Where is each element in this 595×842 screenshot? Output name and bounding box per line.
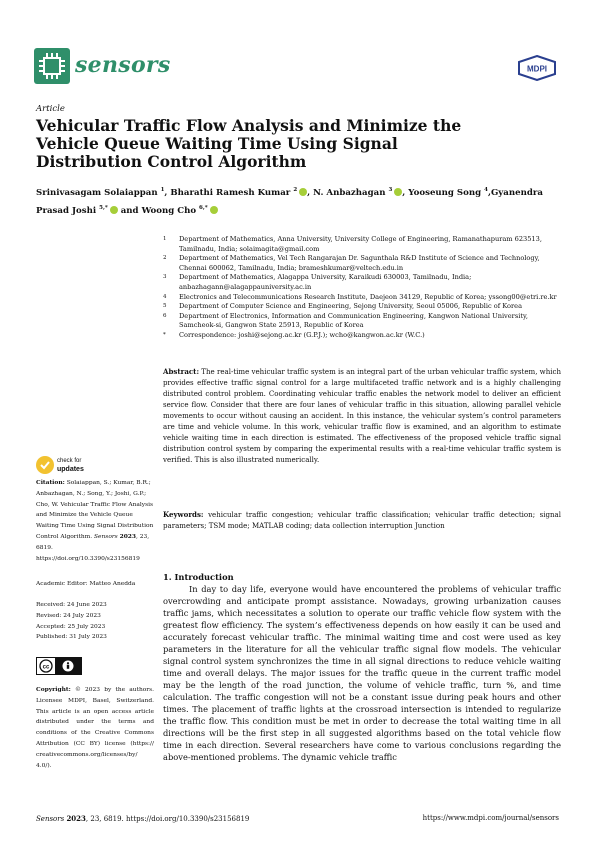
author-affiliation-mark: 3 — [388, 187, 393, 193]
mdpi-logo — [517, 55, 557, 81]
abstract — [163, 366, 561, 465]
footer-journal-url[interactable]: https://www.mdpi.com/journal/sensors — [422, 814, 559, 822]
check-updates-icon — [36, 456, 54, 474]
citation-text: Solaiappan, S.; Kumar, B.R.; Anbazhagan, N.; Song, Y.; Joshi, G.P.; Cho, W. Vehicular Traffic Flow Analysis and Minimize the Vehicle Queue Waiting Time Using Signal Distribution Control Algorithm. — [36, 480, 154, 540]
affiliation-item — [163, 273, 563, 292]
dates-block — [36, 600, 156, 643]
affiliation-text: Department of Computer Science and Engineering, Sejong University, Seoul 05006, Republic of Korea — [179, 302, 522, 311]
affiliation-mark: 1 — [163, 236, 167, 242]
footer-doi[interactable]: , 23, 6819. https://doi.org/10.3390/s23156819 — [85, 815, 250, 823]
author-name[interactable]: Bharathi Ramesh Kumar — [170, 187, 291, 198]
chip-icon — [43, 57, 61, 75]
abstract-label: Abstract: — [163, 367, 200, 376]
date-revised: Revised: 24 July 2023 — [36, 612, 101, 619]
author-affiliation-mark: 6,* — [199, 204, 208, 211]
footer-citation — [36, 814, 249, 823]
date-accepted: Accepted: 25 July 2023 — [36, 623, 106, 630]
keywords — [163, 509, 561, 531]
author-name[interactable]: N. Anbazhagan — [313, 187, 386, 198]
footer-year: 2023 — [66, 814, 86, 823]
citation-year: 2023 — [119, 532, 136, 540]
author-separator: and — [117, 205, 142, 216]
author-separator: , — [487, 187, 491, 198]
copyright-label: Copyright: — [36, 686, 71, 693]
affiliation-mark: 3 — [163, 274, 167, 281]
affiliation-text: Electronics and Telecommunications Research Institute, Daejeon 34129, Republic of Korea; yssong00@etri.re.kr — [179, 292, 557, 301]
cc-by-license-badge[interactable] — [36, 657, 82, 675]
affiliation-text: Correspondence: joshi@sejong.ac.kr (G.P.J.); wcho@kangwon.ac.kr (W.C.) — [179, 330, 425, 339]
affiliation-text: Department of Mathematics, Anna University, University College of Engineering, Ramanathapuram 623513, Tamilnadu, India; solaimagita@gmail.com — [179, 235, 542, 253]
orcid-icon[interactable] — [299, 188, 307, 196]
orcid-icon[interactable] — [110, 206, 118, 214]
mdpi-logo-text: MDPI — [527, 64, 547, 74]
author-affiliation-mark: 1 — [160, 187, 165, 193]
journal-logo — [34, 48, 70, 84]
citation-rest: , 23, 6819. https://doi.org/10.3390/s23156819 — [36, 533, 150, 562]
article-type: Article — [36, 104, 65, 114]
abstract-text: The real-time vehicular traffic system is an integral part of the urban vehicular traffic system, which provides effective traffic signal control for a large multifaceted traffic network and is a highly challenging distributed control problem. Coordinating vehicular traffic enables the network model to deliver an efficient service flow. Consider that there are four lanes of vehicular traffic in this situation, allowing parallel vehicle movements to occur without causing an accident. In this instance, the vehicular system’s control parameters are time and vehicle volume. In this work, vehicular traffic flow is examined, and an algorithm to estimate vehicle waiting time in each direction is estimated. The effectiveness of the proposed vehicle traffic signal distribution control system by comparing the experimental results with a real-time vehicular traffic system is verified. This is also illustrated numerically. — [163, 367, 561, 464]
author-separator: , — [402, 187, 409, 198]
author-name[interactable]: Woong Cho — [141, 205, 197, 216]
paper-title: Vehicular Traffic Flow Analysis and Minimize the Vehicle Queue Waiting Time Using Signal Distribution Control Algorithm — [36, 116, 462, 171]
check-for-updates-badge[interactable] — [36, 456, 136, 476]
author-list — [36, 183, 556, 219]
section-heading-introduction: 1. Introduction — [163, 572, 234, 582]
cc-icon — [37, 658, 81, 674]
keywords-text: vehicular traffic congestion; vehicular traffic classification; vehicular traffic detection; signal parameters; TSM mode; MATLAB coding; data collection interruption Junction — [163, 510, 561, 530]
affiliation-mark: 2 — [163, 255, 167, 262]
orcid-icon[interactable] — [210, 206, 218, 214]
author-affiliation-mark: 2 — [293, 187, 298, 193]
introduction-paragraph: In day to day life, everyone would have encountered the problems of vehicular traffic overcrowding and anticipate prompt assistance. Nowadays, growing urbanization causes traffic jams, which necessitates a solution to operate our traffic vehicle flow system with the greatest flow efficiency. The system’s effectiveness depends on how easily it can be used and accurately forecast vehicular traffic. The minimal waiting time and cost were used as key parameters in the literature for all the vehicular traffic signal flow models. The vehicular signal control system synchronizes the time in all signal directions to reduce vehicle waiting time and overall delays. The major issues for the traffic queue in the current traffic model may be the length of the road junction, the volume of vehicle traffic, turn %, and time calculation. The traffic congestion will not be a constant issue during peak hours and other times. The placement of traffic lights at the crossroad intersection is intended to regularize the traffic flow. This condition must be met in order to decrease the total waiting time in all directions will be the first step in all suggested algorithms based on the total vehicle flow time in each direction. Several researchers have come to various conclusions regarding the above-mentioned problems. The dynamic vehicle traffic — [163, 584, 561, 762]
affiliation-item — [163, 331, 563, 341]
footer-journal: Sensors — [36, 815, 65, 823]
affiliation-mark: 5 — [163, 303, 167, 310]
affiliation-text: Department of Mathematics, Vel Tech Rangarajan Dr. Sagunthala R&D Institute of Science and Technology, Chennai 600062, Tamilnadu, India; brameshkumar@veltech.edu.in — [179, 254, 540, 272]
citation-journal: Sensors — [93, 533, 118, 540]
citation-label: Citation: — [36, 479, 65, 486]
date-published: Published: 31 July 2023 — [36, 634, 107, 641]
affiliation-item — [163, 235, 563, 254]
affiliation-mark: 4 — [163, 293, 167, 300]
introduction-body — [163, 583, 561, 763]
journal-name: sensors — [75, 52, 171, 78]
author-affiliation-mark: 4 — [484, 187, 488, 193]
author-name[interactable]: Yooseung Song — [408, 187, 482, 198]
affiliation-item — [163, 293, 563, 303]
affiliation-text: Department of Electronics, Information and Communication Engineering, Kangwon National University, Samcheok-si, Gangwon State 25913, Republic of Korea — [179, 311, 528, 330]
affiliation-item — [163, 302, 563, 312]
affiliation-mark: * — [163, 331, 166, 338]
author-affiliation-mark: 5,* — [99, 204, 108, 211]
affiliation-item — [163, 312, 563, 331]
academic-editor: Academic Editor: Matteo Anedda — [36, 581, 136, 587]
keywords-label: Keywords: — [163, 510, 204, 519]
affiliation-text: Department of Mathematics, Alagappa University, Karaikudi 630003, Tamilnadu, India; anbazhagann@alagappauniversity.ac.in — [179, 273, 472, 291]
affiliation-list — [163, 235, 563, 341]
author-separator: , — [307, 187, 314, 198]
affiliation-item — [163, 254, 563, 273]
author-name[interactable]: Srinivasagam Solaiappan — [36, 187, 158, 198]
copyright-block — [36, 685, 154, 771]
citation-block — [36, 478, 156, 564]
author-name[interactable]: Gyanendra Prasad Joshi — [36, 187, 543, 216]
affiliation-mark: 6 — [163, 312, 167, 319]
svg-text:cc: cc — [42, 664, 50, 671]
check-updates-line2: updates — [57, 465, 84, 473]
copyright-text: © 2023 by the authors. Licensee MDPI, Basel, Switzerland. This article is an open access article distributed under the terms and conditions of the Creative Commons Attribution (CC BY) license (https:// creativecommons.org/licenses/by/ 4.0/). — [36, 687, 155, 769]
author-separator: , — [164, 187, 171, 198]
check-updates-line1: check for — [57, 458, 82, 464]
date-received: Received: 24 June 2023 — [36, 602, 107, 608]
